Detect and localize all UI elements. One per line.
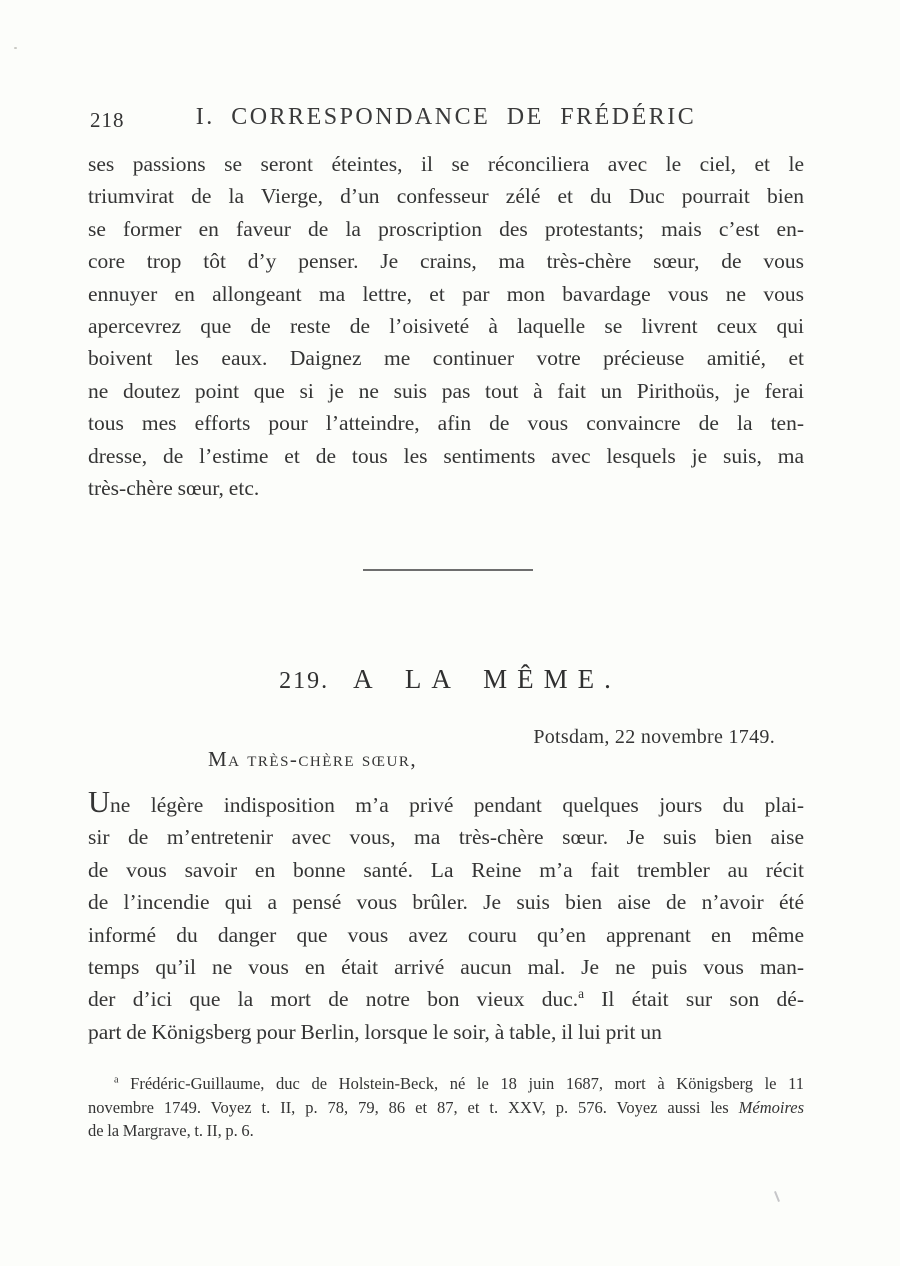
text-segment: der d’ici que la mort de notre bon vieux duc. (88, 987, 579, 1012)
text-line (88, 1096, 804, 1120)
text-line (88, 342, 804, 374)
text-segment: Il était sur son dé- (584, 987, 804, 1012)
text-segment: apercevrez que de reste de l’oisiveté à laquelle se livrent ceux qui (88, 314, 804, 339)
text-segment: novembre 1749. Voyez t. II, p. 78, 79, 86 et 87, et t. XXV, p. 576. Voyez aussi les (88, 1097, 739, 1117)
text-segment: tous mes efforts pour l’atteindre, afin de vous convaincre de la ten- (88, 411, 804, 436)
text-line (88, 786, 804, 821)
text-segment: ne légère indisposition m’a privé pendant quelques jours du plai- (110, 793, 804, 817)
page-number: 218 (90, 108, 125, 132)
scan-speck (14, 47, 17, 49)
text-segment: part de Königsberg pour Berlin, lorsque le soir, à table, il lui prit un (88, 1019, 662, 1044)
text-line (88, 407, 804, 439)
page-header (88, 104, 804, 136)
text-segment: ennuyer en allongeant ma lettre, et par mon bavardage vous ne vous (88, 281, 804, 306)
text-segment: temps qu’il ne vous en était arrivé aucun mal. Je ne puis vous man- (88, 955, 804, 980)
text-line (88, 180, 804, 212)
text-line (88, 375, 804, 407)
sup-segment: a (114, 1074, 119, 1086)
text-line (88, 278, 804, 310)
text-line (88, 1016, 804, 1048)
text-segment: core trop tôt d’y penser. Je crains, ma très-chère sœur, de vous (88, 249, 804, 274)
text-line (88, 148, 804, 180)
text-segment: très-chère sœur, etc. (88, 476, 260, 501)
text-segment: ses passions se seront éteintes, il se réconciliera avec le ciel, et le (88, 152, 804, 176)
letter-body-paragraph (88, 786, 804, 1048)
sup-segment: a (578, 986, 585, 1002)
text-line (88, 821, 804, 853)
text-segment: dresse, de l’estime et de tous les sentiments avec lesquels je suis, ma (88, 443, 804, 468)
salutation: Ma très-chère sœur, (208, 747, 418, 771)
text-line (88, 213, 804, 245)
text-line (88, 951, 804, 983)
text-line (88, 1072, 804, 1096)
text-line (88, 983, 804, 1015)
text-segment: de vous savoir en bonne santé. La Reine m’a fait trembler au récit (88, 857, 804, 882)
text-line (88, 472, 804, 504)
text-line (88, 440, 804, 472)
letter-title: A LA MÊME. (353, 664, 621, 694)
italic-segment: Mémoires (738, 1097, 804, 1117)
section-heading (0, 664, 900, 695)
text-line (88, 245, 804, 277)
text-segment: Frédéric-Guillaume, duc de Holstein-Beck, né le 18 juin 1687, mort à Königsberg le 11 (118, 1074, 804, 1093)
scan-artifact (774, 1191, 780, 1202)
letter-number: 219. (279, 668, 330, 694)
text-line (88, 919, 804, 951)
letter-ending-paragraph (88, 148, 804, 504)
running-header: I. CORRESPONDANCE DE FRÉDÉRIC (195, 104, 697, 130)
footnote (88, 1072, 804, 1143)
text-segment: ne doutez point que si je ne suis pas tout à fait un Pirithoüs, je ferai (88, 378, 804, 403)
text-segment: de l’incendie qui a pensé vous brûler. Je suis bien aise de n’avoir été (88, 890, 804, 915)
text-segment: se former en faveur de la proscription des protestants; mais c’est en- (88, 216, 804, 241)
text-line (88, 886, 804, 918)
text-segment: de la Margrave, t. II, p. 6. (88, 1121, 254, 1140)
section-divider (363, 569, 533, 571)
initial-segment: U (88, 785, 111, 819)
text-line (88, 310, 804, 342)
text-segment: triumvirat de la Vierge, d’un confesseur zélé et du Duc pourrait bien (88, 184, 804, 209)
text-segment: informé du danger que vous avez couru qu’en apprenant en même (88, 922, 804, 947)
text-line (88, 854, 804, 886)
text-segment: boivent les eaux. Daignez me continuer votre précieuse amitié, et (88, 346, 804, 371)
text-line (88, 1119, 804, 1143)
text-segment: sir de m’entretenir avec vous, ma très-chère sœur. Je suis bien aise (88, 825, 804, 850)
dateline: Potsdam, 22 novembre 1749. (533, 726, 775, 748)
